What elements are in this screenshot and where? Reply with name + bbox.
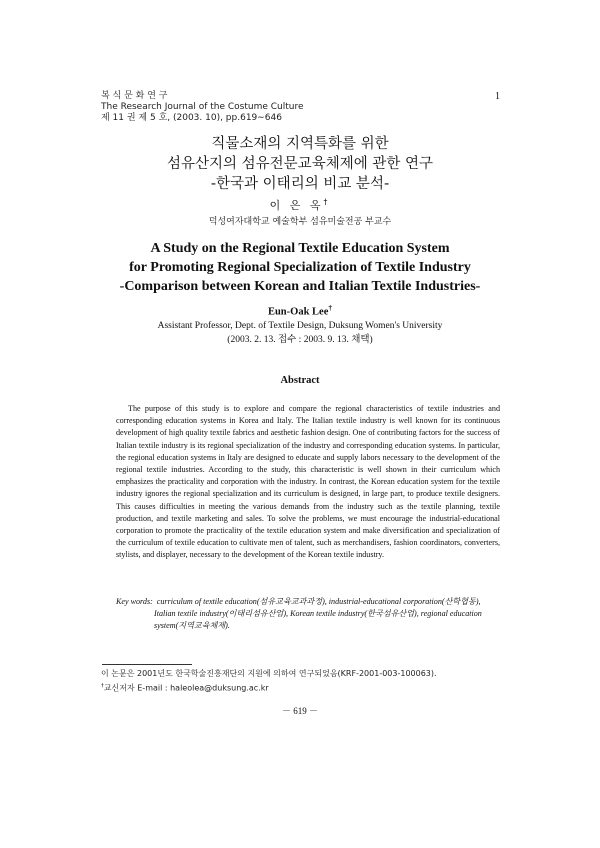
volume-info: 제 11 권 제 5 호, (2003. 10), pp.619∼646	[101, 113, 282, 123]
korean-title-line3: -한국과 이태리의 비교 분석-	[210, 176, 390, 192]
received-accepted-dates: (2003. 2. 13. 접수 : 2003. 9. 13. 채택)	[227, 335, 373, 345]
keywords	[116, 596, 500, 633]
english-author	[0, 303, 600, 318]
corresponding-author-mark: †	[323, 197, 331, 207]
english-title-line3: -Comparison between Korean and Italian Textile Industries-	[119, 279, 481, 294]
journal-header	[101, 91, 304, 124]
korean-title-line2: 섬유산지의 섬유전문교육체제에 관한 연구	[167, 156, 433, 172]
page-mark: 1	[495, 91, 500, 102]
footnote-mark: †	[101, 683, 104, 689]
keywords-line3: system(지역교육체제).	[154, 621, 230, 631]
keywords-label: Key words:	[116, 597, 153, 606]
footnote-divider	[102, 664, 192, 665]
english-title-line2: for Promoting Regional Specialization of Textile Industry	[129, 260, 471, 275]
journal-name-korean: 복 식 문 화 연 구	[101, 91, 168, 101]
abstract-heading: Abstract	[280, 375, 320, 386]
keywords-line2: Italian textile industry(이태리섬유산업), Korean textile industry(한국섬유산업), regional education	[154, 609, 482, 619]
footnote-correspondence	[101, 680, 437, 695]
abstract-body	[116, 403, 500, 562]
journal-name-english: The Research Journal of the Costume Culture	[101, 102, 304, 112]
korean-author	[0, 197, 600, 213]
korean-title	[0, 134, 600, 194]
korean-affiliation: 덕성여자대학교 예술학부 섬유미술전공 부교수	[208, 217, 392, 227]
english-affiliation-block	[0, 319, 600, 347]
keywords-line1: curriculum of textile education(섬유교육교과과정), industrial-educational corporation(산학협동),	[156, 597, 481, 606]
english-affiliation: Assistant Professor, Dept. of Textile Design, Duksung Women's University	[157, 321, 443, 331]
english-title	[0, 239, 600, 296]
english-author-name: Eun-Oak Lee	[267, 306, 329, 318]
korean-author-name: 이 은 옥	[269, 199, 324, 212]
footnote-funding: 이 논문은 2001년도 한국학술진흥재단의 지원에 의하여 연구되었음(KRF-2001-003-100063).	[101, 669, 437, 678]
english-author-mark: †	[328, 303, 333, 312]
footnote-email: 교신저자 E-mail : haleolea@duksung.ac.kr	[103, 683, 269, 693]
footnotes	[101, 668, 437, 695]
abstract-text: The purpose of this study is to explore and compare the regional characteristics of textile industries and corresponding education systems in Korea and Italy. The Italian textile industry is well known for its continuous development of high quality textile fabrics and aesthetic fashion design. One of contributing factors for the success of Italian textile industry is its regional specialization of the industry and corresponding education systems. In particular, the regional education systems in Italy are designed to educate and supply labors necessary to the development of the regional textile industries. According to the study, this characteristic is well shown in their curriculum which emphasizes the practicality and corporation with the industry. In contrast, the Korean education system for the textile industry ignores the regional specialization and its curriculum is designed, in large part, to produce textile designers. This causes difficulties in meeting the various demands from the industry such as the textile planning, textile production, and textile marketing and sales. To solve the problems, we must encourage the industrial-educational corporation to promote the practicality of the textile education system and make diversification and specialization of the curriculum of textile education to cultivate men of talent, such as merchandisers, fashion coordinators, converters, stylists, and displayer, necessary to the development of the Korean textile industry.	[116, 404, 500, 560]
english-title-line1: A Study on the Regional Textile Education System	[150, 241, 450, 256]
page-number: － 619 －	[281, 706, 318, 716]
korean-title-line1: 직물소재의 지역특화를 위한	[211, 136, 389, 152]
